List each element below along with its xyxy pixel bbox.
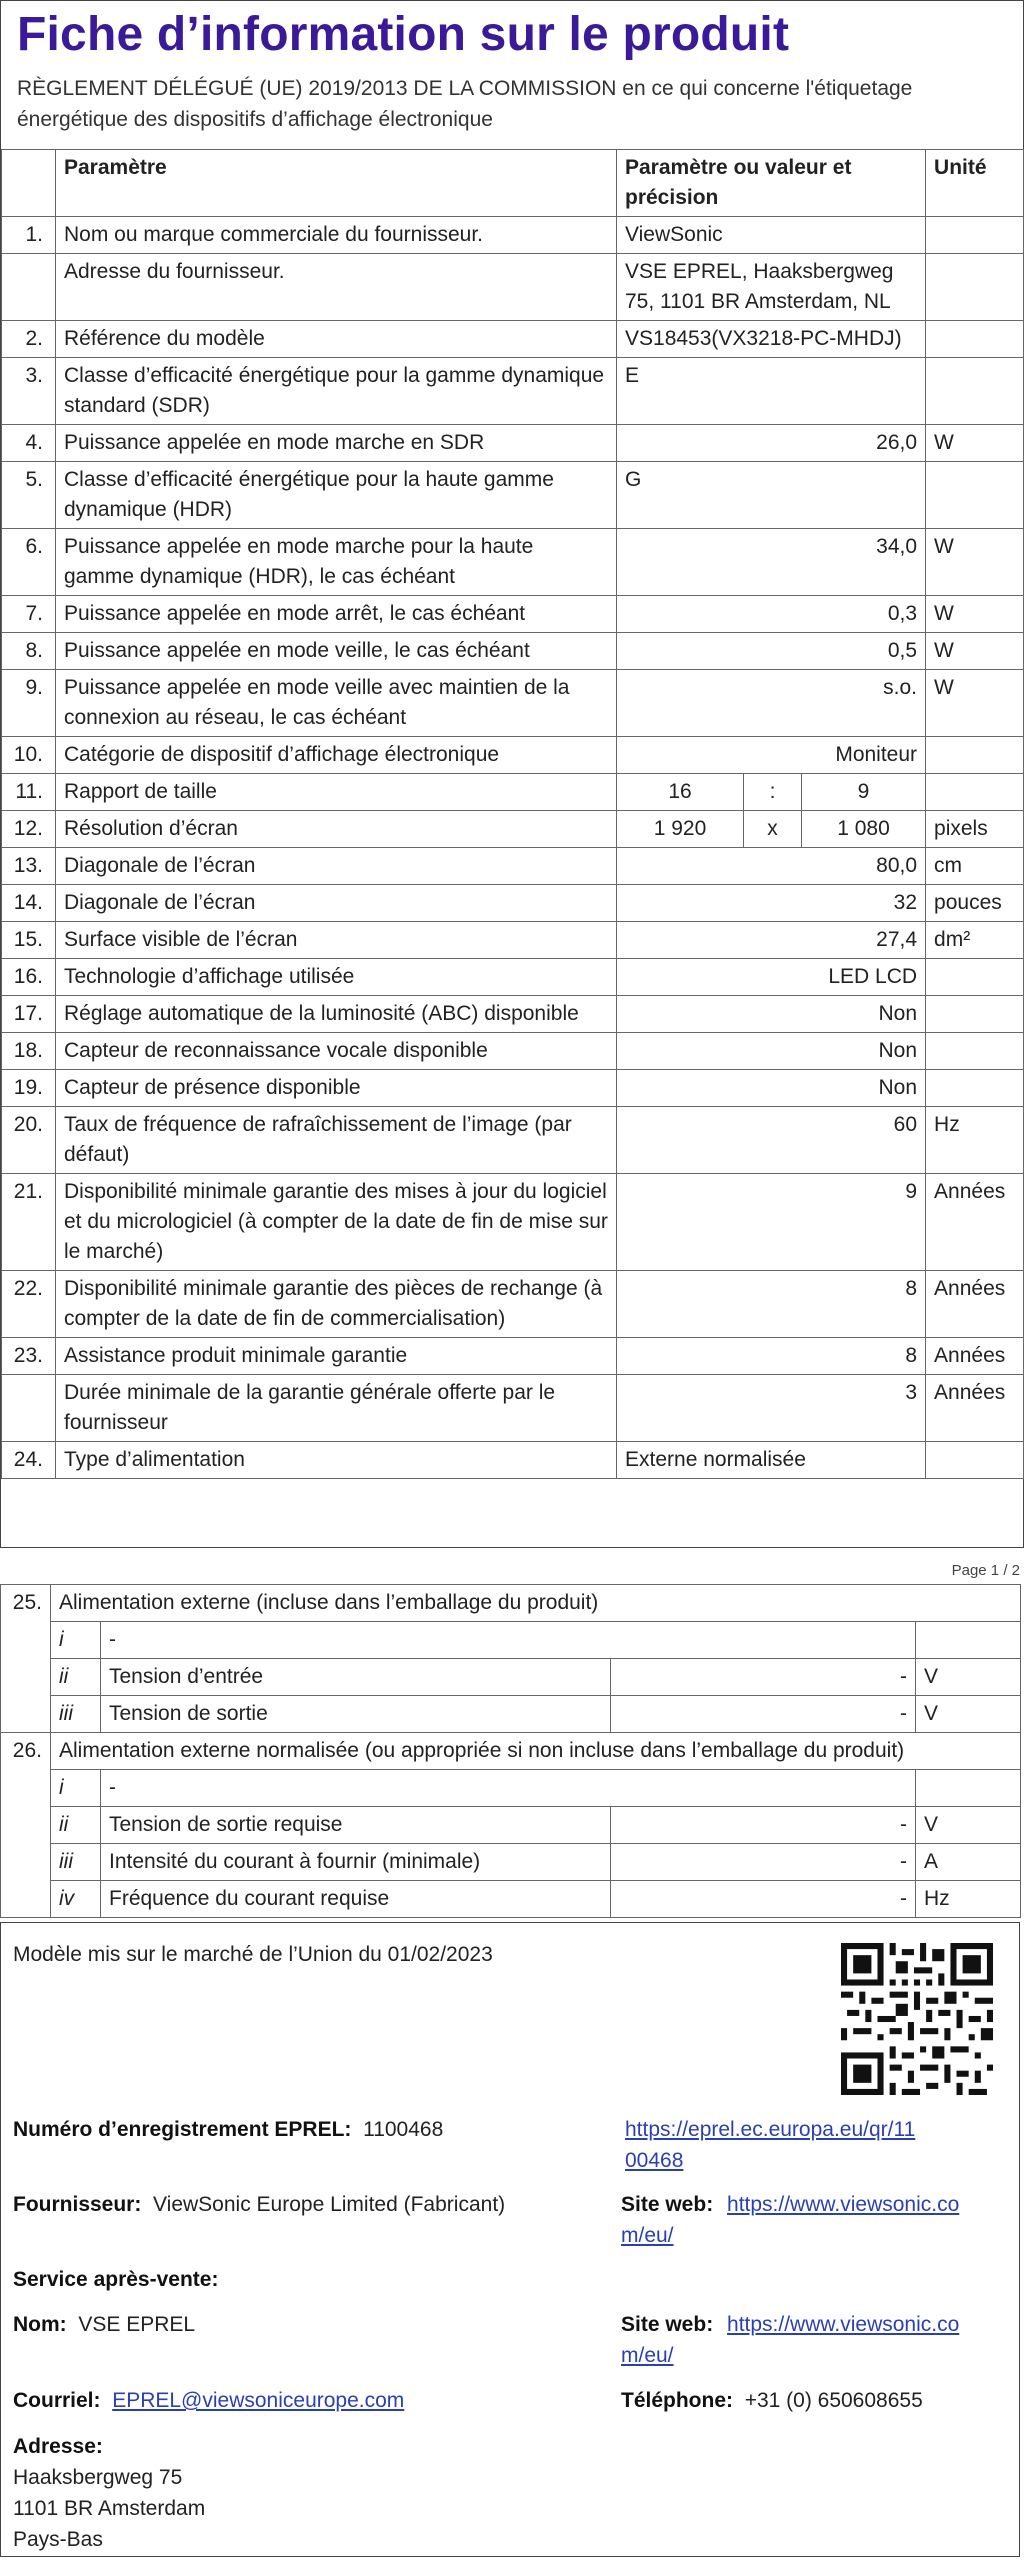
row-param: Classe d’efficacité énergétique pour la gamme dynamique standard (SDR): [56, 358, 617, 425]
row-unit: W: [926, 633, 1024, 670]
row-value: ViewSonic: [617, 217, 926, 254]
table-row: [2, 254, 1024, 321]
eprel-registration: [13, 2114, 443, 2145]
row-value: Externe normalisée: [617, 1442, 926, 1479]
row-roman: i: [51, 1770, 101, 1807]
row-num: 5.: [2, 462, 56, 529]
row-num: 10.: [2, 737, 56, 774]
table-row: [2, 217, 1024, 254]
resolution-height: 1 080: [802, 811, 926, 848]
row-label: -: [101, 1622, 916, 1659]
row-value: 9: [617, 1174, 926, 1271]
row-value: Non: [617, 1033, 926, 1070]
subtitle-line-1: RÈGLEMENT DÉLÉGUÉ (UE) 2019/2013 DE LA COMMISSION en ce qui concerne l'étiquetage: [17, 77, 913, 100]
name-value: VSE EPREL: [78, 2313, 196, 2336]
row-num: 12.: [2, 811, 56, 848]
row-num: 4.: [2, 425, 56, 462]
row-num: 9.: [2, 670, 56, 737]
row-param: Type d’alimentation: [56, 1442, 617, 1479]
supplier: [13, 2189, 505, 2220]
row-param: Classe d’efficacité énergétique pour la haute gamme dynamique (HDR): [56, 462, 617, 529]
row-param: Taux de fréquence de rafraîchissement de l’image (par défaut): [56, 1107, 617, 1174]
subtitle-line-2: énergétique des dispositifs d’affichage électronique: [17, 108, 493, 131]
row-unit: Années: [926, 1375, 1024, 1442]
address-line-3: Pays-Bas: [13, 2528, 103, 2551]
row-unit: [926, 1442, 1024, 1479]
email-label: Courriel:: [13, 2389, 101, 2412]
row-unit: [926, 217, 1024, 254]
supplier-value: ViewSonic Europe Limited (Fabricant): [153, 2193, 506, 2216]
row-value: 3: [617, 1375, 926, 1442]
row-param: Nom ou marque commerciale du fournisseur.: [56, 217, 617, 254]
row-num: 1.: [2, 217, 56, 254]
row-unit: [926, 959, 1024, 996]
row-value: 8: [617, 1338, 926, 1375]
row-spacer: [1, 1881, 51, 1918]
supplier-info-box: [0, 1922, 1020, 2557]
table-row: [1, 1881, 1021, 1918]
row-param: Puissance appelée en mode arrêt, le cas échéant: [56, 596, 617, 633]
table-row: [2, 1107, 1024, 1174]
service-label: Service après-vente:: [13, 2268, 219, 2291]
row-unit: dm²: [926, 922, 1024, 959]
row-param: Diagonale de l’écran: [56, 885, 617, 922]
psu-section-title: Alimentation externe (incluse dans l’emballage du produit): [51, 1585, 1021, 1622]
row-param: Diagonale de l’écran: [56, 848, 617, 885]
row-spacer: [1, 1696, 51, 1733]
table-header-row: [2, 150, 1024, 217]
service-address: [13, 2431, 205, 2555]
row-unit: V: [916, 1659, 1021, 1696]
row-param: Disponibilité minimale garantie des pièces de rechange (à compter de la date de fin de commercialisation): [56, 1271, 617, 1338]
table-row: [2, 1033, 1024, 1070]
row-param: Assistance produit minimale garantie: [56, 1338, 617, 1375]
row-spacer: [1, 1807, 51, 1844]
row-num: 18.: [2, 1033, 56, 1070]
row-unit: V: [916, 1696, 1021, 1733]
row-num: 16.: [2, 959, 56, 996]
row-num: 20.: [2, 1107, 56, 1174]
row-param: Adresse du fournisseur.: [56, 254, 617, 321]
service-name: [13, 2309, 195, 2340]
row-unit: [926, 737, 1024, 774]
row-num: 24.: [2, 1442, 56, 1479]
table-row: [2, 596, 1024, 633]
table-row: [2, 1375, 1024, 1442]
website-label: Site web:: [621, 2193, 714, 2216]
row-unit: [926, 462, 1024, 529]
row-unit: [926, 1033, 1024, 1070]
row-unit: [916, 1622, 1021, 1659]
sheet-header: [1, 1, 1023, 151]
row-value: G: [617, 462, 926, 529]
row-value: Non: [617, 996, 926, 1033]
row-roman: ii: [51, 1807, 101, 1844]
row-value: -: [611, 1881, 916, 1918]
psu-section-title: Alimentation externe normalisée (ou appropriée si non incluse dans l’emballage du produit): [51, 1733, 1021, 1770]
row-unit: [926, 774, 1024, 811]
row-unit: W: [926, 670, 1024, 737]
row-num: 14.: [2, 885, 56, 922]
qr-code-icon[interactable]: [841, 1943, 993, 2095]
header-num-cell: [2, 150, 56, 217]
row-unit: [926, 996, 1024, 1033]
row-num: 23.: [2, 1338, 56, 1375]
row-spacer: [1, 1844, 51, 1881]
phone-label: Téléphone:: [621, 2389, 734, 2412]
table-row: [2, 670, 1024, 737]
row-label: Tension d’entrée: [101, 1659, 611, 1696]
row-num: 25.: [1, 1585, 51, 1622]
row-param: Durée minimale de la garantie générale offerte par le fournisseur: [56, 1375, 617, 1442]
row-label: Tension de sortie requise: [101, 1807, 611, 1844]
table-row: [2, 529, 1024, 596]
phone-value: +31 (0) 650608655: [744, 2389, 923, 2412]
eprel-link-line-2[interactable]: 00468: [625, 2149, 684, 2172]
row-spacer: [1, 1659, 51, 1696]
row-unit: Hz: [926, 1107, 1024, 1174]
website-link-line-2[interactable]: m/eu/: [621, 2344, 674, 2367]
resolution-width: 1 920: [617, 811, 744, 848]
header-unit: Unité: [926, 150, 1024, 217]
row-label: -: [101, 1770, 916, 1807]
row-unit: Années: [926, 1338, 1024, 1375]
table-row: [2, 358, 1024, 425]
table-row: [1, 1622, 1021, 1659]
eprel-link-line-1[interactable]: https://eprel.ec.europa.eu/qr/11: [625, 2118, 916, 2141]
table-row: [2, 1174, 1024, 1271]
table-row: [2, 1070, 1024, 1107]
row-param: Catégorie de dispositif d’affichage électronique: [56, 737, 617, 774]
address-line-1: Haaksbergweg 75: [13, 2466, 183, 2489]
header-value: Paramètre ou valeur et précision: [617, 150, 926, 217]
table-row: [1, 1733, 1021, 1770]
page-title: Fiche d’information sur le produit: [17, 8, 790, 61]
row-roman: iv: [51, 1881, 101, 1918]
row-unit: cm: [926, 848, 1024, 885]
service-website: [621, 2309, 959, 2371]
row-num: 11.: [2, 774, 56, 811]
row-num: 2.: [2, 321, 56, 358]
row-value: VSE EPREL, Haaksbergweg 75, 1101 BR Amsterdam, NL: [617, 254, 926, 321]
service-phone: [621, 2385, 923, 2416]
row-value: 0,3: [617, 596, 926, 633]
row-spacer: [1, 1622, 51, 1659]
row-num: 8.: [2, 633, 56, 670]
row-num: 7.: [2, 596, 56, 633]
row-label: Tension de sortie: [101, 1696, 611, 1733]
table-row: [2, 737, 1024, 774]
service-email: [13, 2385, 404, 2416]
table-row: [2, 848, 1024, 885]
row-value: 32: [617, 885, 926, 922]
row-value: E: [617, 358, 926, 425]
row-num: 19.: [2, 1070, 56, 1107]
aspect-width: 16: [617, 774, 744, 811]
row-unit: W: [926, 529, 1024, 596]
aspect-separator: :: [744, 774, 802, 811]
row-value: 0,5: [617, 633, 926, 670]
row-param: Technologie d’affichage utilisée: [56, 959, 617, 996]
eprel-number: 1100468: [363, 2118, 444, 2141]
table-row: [1, 1844, 1021, 1881]
row-unit: Années: [926, 1271, 1024, 1338]
product-parameters-table: [1, 149, 1024, 1479]
supplier-website: [621, 2189, 959, 2251]
row-num: 21.: [2, 1174, 56, 1271]
table-row: [2, 996, 1024, 1033]
row-unit: [926, 254, 1024, 321]
table-row: [1, 1807, 1021, 1844]
row-param: Rapport de taille: [56, 774, 617, 811]
row-unit: A: [916, 1844, 1021, 1881]
row-unit: [926, 321, 1024, 358]
row-num: 26.: [1, 1733, 51, 1770]
row-value: 8: [617, 1271, 926, 1338]
row-unit: [926, 1070, 1024, 1107]
header-param: Paramètre: [56, 150, 617, 217]
row-value: 27,4: [617, 922, 926, 959]
row-unit: [916, 1770, 1021, 1807]
aspect-height: 9: [802, 774, 926, 811]
table-row: [2, 885, 1024, 922]
row-value: -: [611, 1696, 916, 1733]
row-unit: V: [916, 1807, 1021, 1844]
website-label: Site web:: [621, 2313, 714, 2336]
row-value: -: [611, 1659, 916, 1696]
table-row: [2, 1338, 1024, 1375]
row-num: [2, 1375, 56, 1442]
row-value: LED LCD: [617, 959, 926, 996]
row-value: -: [611, 1807, 916, 1844]
table-row: [2, 321, 1024, 358]
row-value: VS18453(VX3218-PC-MHDJ): [617, 321, 926, 358]
regulation-subtitle: [17, 73, 1007, 135]
table-row: [1, 1770, 1021, 1807]
table-row: [2, 633, 1024, 670]
row-param: Puissance appelée en mode veille, le cas échéant: [56, 633, 617, 670]
address-line-2: 1101 BR Amsterdam: [13, 2497, 206, 2520]
table-row: [2, 959, 1024, 996]
row-value: -: [611, 1844, 916, 1881]
row-num: 17.: [2, 996, 56, 1033]
row-param: Puissance appelée en mode marche en SDR: [56, 425, 617, 462]
row-roman: iii: [51, 1844, 101, 1881]
website-link-line-1[interactable]: https://www.viewsonic.co: [727, 2193, 960, 2216]
row-label: Intensité du courant à fournir (minimale): [101, 1844, 611, 1881]
row-num: 3.: [2, 358, 56, 425]
row-unit: W: [926, 425, 1024, 462]
table-row: [1, 1659, 1021, 1696]
name-label: Nom:: [13, 2313, 67, 2336]
table-row: [2, 1271, 1024, 1338]
email-link[interactable]: EPREL@viewsoniceurope.com: [112, 2389, 405, 2412]
row-unit: Années: [926, 1174, 1024, 1271]
row-value: Non: [617, 1070, 926, 1107]
row-roman: i: [51, 1622, 101, 1659]
row-value: Moniteur: [617, 737, 926, 774]
table-row: [2, 774, 1024, 811]
row-param: Capteur de reconnaissance vocale disponible: [56, 1033, 617, 1070]
power-supply-table: [0, 1584, 1021, 1918]
row-num: 6.: [2, 529, 56, 596]
row-label: Fréquence du courant requise: [101, 1881, 611, 1918]
row-unit: [926, 358, 1024, 425]
row-value: s.o.: [617, 670, 926, 737]
row-param: Surface visible de l’écran: [56, 922, 617, 959]
row-param: Réglage automatique de la luminosité (ABC) disponible: [56, 996, 617, 1033]
row-param: Capteur de présence disponible: [56, 1070, 617, 1107]
row-num: [2, 254, 56, 321]
eprel-label: Numéro d’enregistrement EPREL:: [13, 2118, 352, 2141]
row-spacer: [1, 1770, 51, 1807]
address-label: Adresse:: [13, 2435, 103, 2458]
row-roman: iii: [51, 1696, 101, 1733]
row-num: 22.: [2, 1271, 56, 1338]
row-roman: ii: [51, 1659, 101, 1696]
row-unit: pouces: [926, 885, 1024, 922]
row-value: 80,0: [617, 848, 926, 885]
row-value: 60: [617, 1107, 926, 1174]
row-unit: Hz: [916, 1881, 1021, 1918]
table-row: [1, 1585, 1021, 1622]
row-unit: W: [926, 596, 1024, 633]
table-row: [2, 811, 1024, 848]
row-value: 26,0: [617, 425, 926, 462]
table-row: [2, 462, 1024, 529]
row-param: Référence du modèle: [56, 321, 617, 358]
supplier-label: Fournisseur:: [13, 2193, 142, 2216]
table-row: [2, 1442, 1024, 1479]
row-num: 15.: [2, 922, 56, 959]
market-date: Modèle mis sur le marché de l’Union du 01/02/2023: [13, 1943, 493, 1966]
website-link-line-1[interactable]: https://www.viewsonic.co: [727, 2313, 960, 2336]
website-link-line-2[interactable]: m/eu/: [621, 2224, 674, 2247]
page-number: Page 1 / 2: [951, 1562, 1020, 1579]
row-unit: pixels: [926, 811, 1024, 848]
row-param: Disponibilité minimale garantie des mises à jour du logiciel et du micrologiciel (à compter de la date de fin de mise sur le marché): [56, 1174, 617, 1271]
row-param: Puissance appelée en mode veille avec maintien de la connexion au réseau, le cas échéant: [56, 670, 617, 737]
table-row: [2, 922, 1024, 959]
table-row: [1, 1696, 1021, 1733]
row-num: 13.: [2, 848, 56, 885]
row-param: Puissance appelée en mode marche pour la haute gamme dynamique (HDR), le cas échéant: [56, 529, 617, 596]
row-param: Résolution d’écran: [56, 811, 617, 848]
eprel-link[interactable]: [625, 2114, 915, 2176]
resolution-separator: x: [744, 811, 802, 848]
row-value: 34,0: [617, 529, 926, 596]
table-row: [2, 425, 1024, 462]
